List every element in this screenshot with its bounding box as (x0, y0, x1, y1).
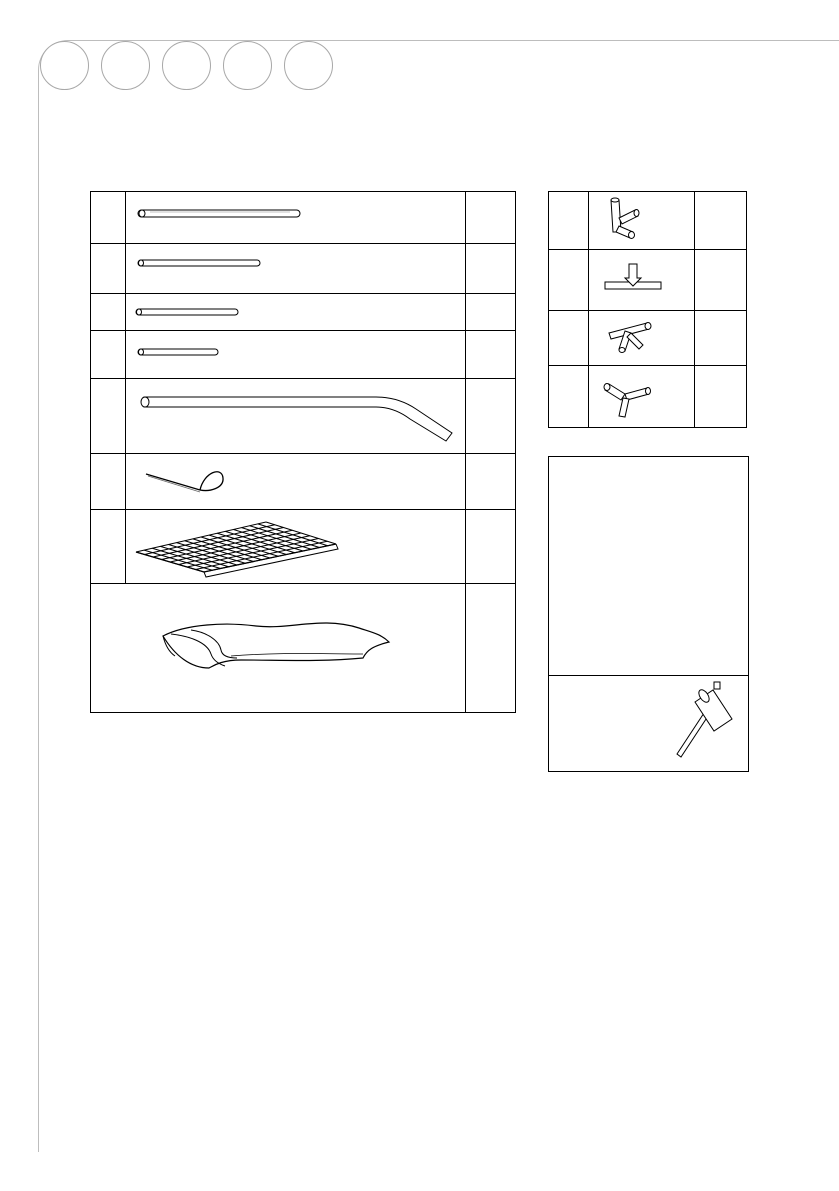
part-illustration (91, 584, 465, 712)
part-illustration (126, 331, 465, 378)
connectors-table (548, 191, 747, 428)
part-label (91, 192, 126, 243)
part-label (91, 379, 126, 453)
connector-label (549, 311, 589, 365)
page-frame-left (38, 70, 39, 1152)
part-illustration (126, 192, 465, 243)
connector-row-corner (549, 192, 746, 250)
part-row-tie-wire (91, 454, 515, 510)
part-quantity (465, 331, 515, 378)
part-illustration (126, 244, 465, 293)
connector-quantity (694, 311, 746, 365)
part-label (91, 510, 126, 583)
part-quantity (465, 244, 515, 293)
part-row-rod-medium (91, 244, 515, 294)
tie-wire-icon (126, 454, 465, 509)
step-circle (162, 41, 211, 90)
connector-illustration (589, 366, 694, 427)
connector-quantity (694, 366, 746, 427)
cover-fabric-icon (91, 584, 465, 711)
three-way-connector-icon (589, 366, 694, 426)
connector-illustration (589, 192, 694, 249)
shortest-rod-icon (126, 331, 465, 378)
step-circle (101, 41, 150, 90)
connector-quantity (694, 192, 746, 249)
part-quantity (465, 379, 515, 453)
part-illustration (126, 379, 465, 453)
connector-row-three-way (549, 366, 746, 427)
tee-connector-icon (589, 250, 694, 310)
parts-list-table (90, 191, 516, 713)
part-row-rod-long (91, 192, 515, 244)
connector-label (549, 366, 589, 427)
hammer-tool-cell (549, 676, 748, 771)
part-quantity (465, 510, 515, 583)
tools-box (548, 456, 749, 772)
four-way-connector-icon (589, 311, 694, 365)
part-quantity (465, 584, 515, 712)
bent-rod-icon (126, 379, 465, 453)
connector-illustration (589, 311, 694, 365)
part-label (91, 454, 126, 509)
part-illustration (126, 454, 465, 509)
part-row-mesh-grid (91, 510, 515, 584)
connector-row-four-way (549, 311, 746, 366)
hammer-icon (549, 676, 748, 771)
part-label (91, 244, 126, 293)
connector-label (549, 192, 589, 249)
part-label (91, 331, 126, 378)
part-row-rod-short (91, 294, 515, 331)
connector-illustration (589, 250, 694, 310)
part-label (91, 294, 126, 330)
part-quantity (465, 294, 515, 330)
part-row-rod-shortest (91, 331, 515, 379)
medium-rod-icon (126, 244, 465, 293)
connector-quantity (694, 250, 746, 310)
short-rod-icon (126, 294, 465, 330)
part-row-cover (91, 584, 515, 712)
connector-row-tee (549, 250, 746, 311)
part-quantity (465, 192, 515, 243)
step-circle (40, 41, 89, 90)
step-circle (284, 41, 333, 90)
part-illustration (126, 294, 465, 330)
part-quantity (465, 454, 515, 509)
corner-connector-icon (589, 192, 694, 249)
mesh-grid-icon (126, 510, 465, 583)
step-circle (223, 41, 272, 90)
part-row-rod-bent (91, 379, 515, 454)
long-rod-icon (126, 192, 465, 243)
connector-label (549, 250, 589, 310)
part-illustration (126, 510, 465, 583)
tools-note (549, 457, 748, 676)
